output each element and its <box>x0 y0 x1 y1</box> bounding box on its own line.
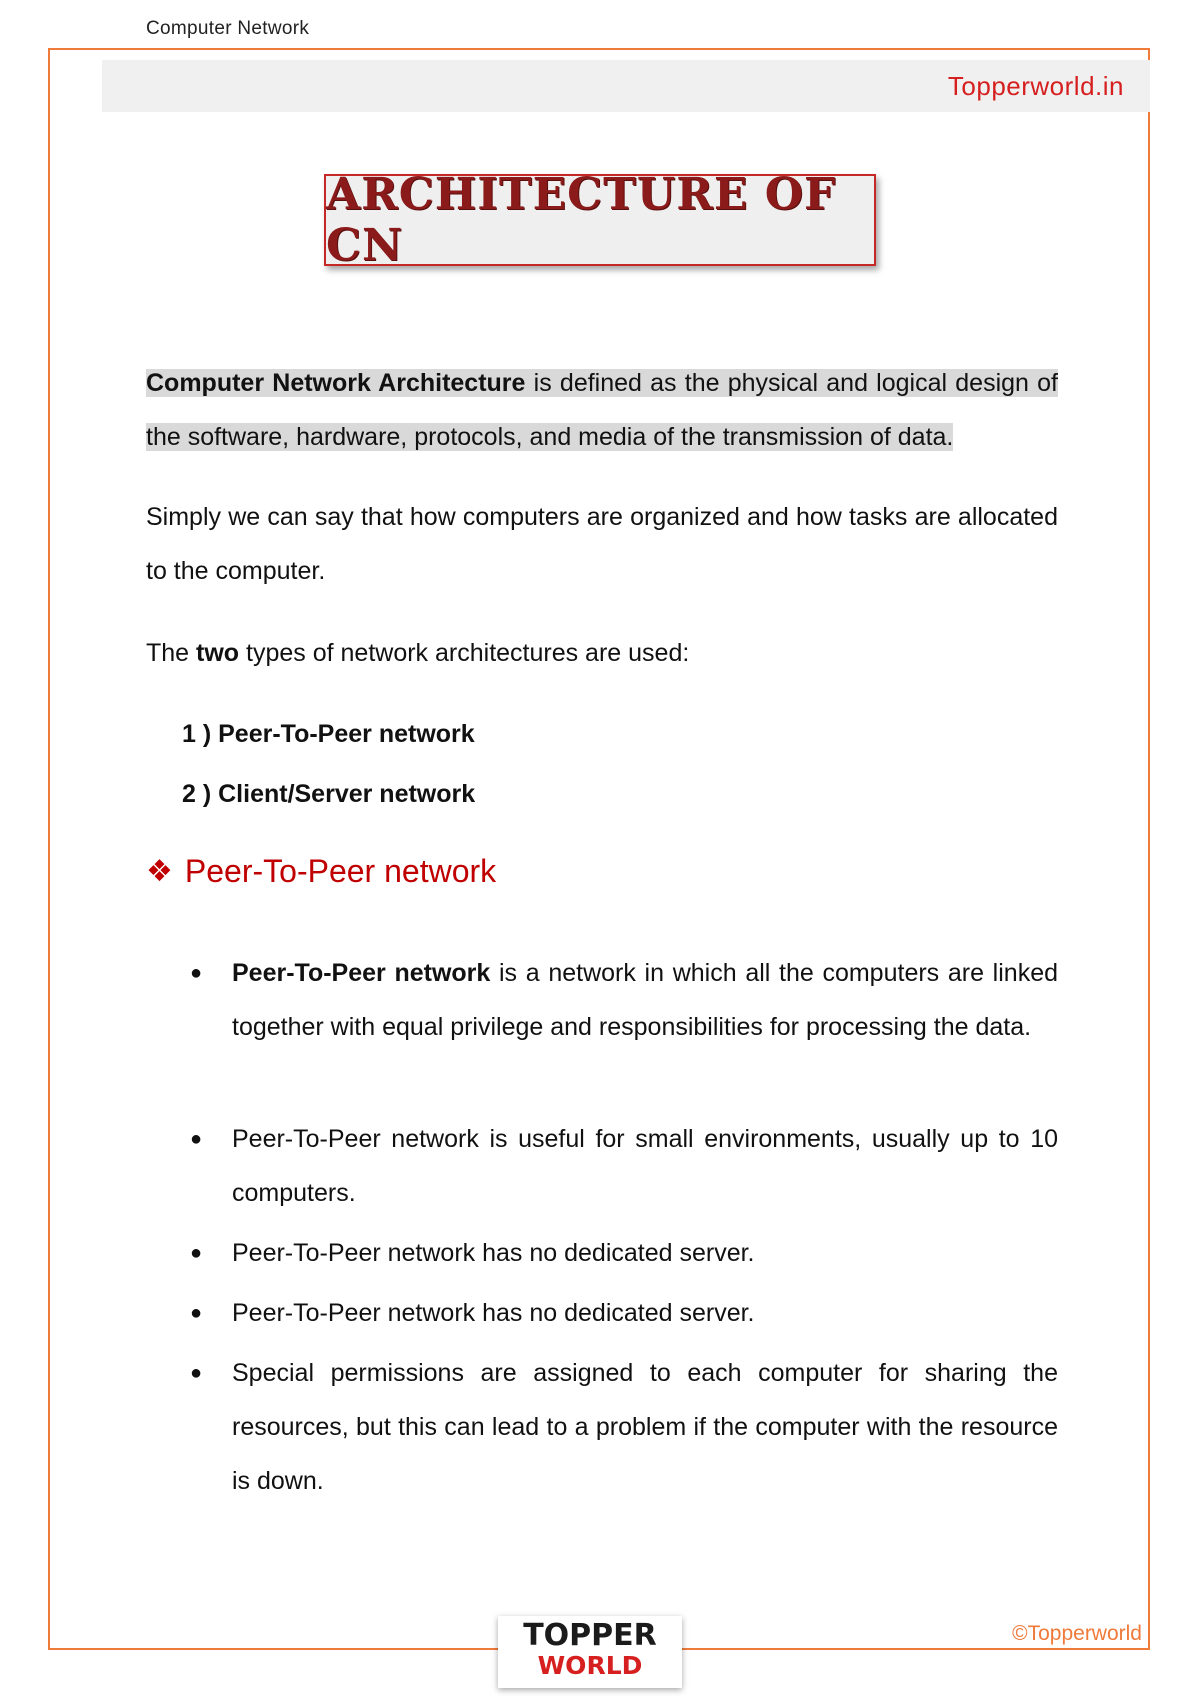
types-intro-bold: two <box>196 639 240 667</box>
brand-link[interactable]: Topperworld.in <box>947 71 1124 101</box>
type-item-peer: 1 ) Peer-To-Peer network <box>182 720 475 748</box>
intro-definition: is defined as the physical and logical design of the software, hardware, protocols, and media of the transmission of data. <box>146 369 1058 451</box>
types-intro-post: types of network architectures are used: <box>239 639 690 667</box>
list-item-text: Peer-To-Peer network has no dedicated server. <box>232 1299 755 1327</box>
brand-bar <box>102 60 1150 112</box>
logo-bottom-text: WORLD <box>537 1651 643 1680</box>
type-item-client-server: 2 ) Client/Server network <box>182 780 476 808</box>
list-item-text <box>232 946 1058 1054</box>
intro-term: Computer Network Architecture <box>146 369 526 397</box>
types-intro <box>146 626 1058 680</box>
topperworld-logo <box>498 1616 682 1688</box>
bullet-icon: ● <box>190 1242 203 1264</box>
logo-top-text: TOPPER <box>523 1618 657 1653</box>
section-heading <box>146 853 496 890</box>
copyright-text: ©Topperworld <box>1012 1622 1142 1645</box>
diamond-star-icon: ❖ <box>146 855 173 888</box>
bullet-icon: ● <box>190 962 203 984</box>
running-header: Computer Network <box>146 18 310 39</box>
list-item-bold: Peer-To-Peer network <box>232 959 491 987</box>
list-item-text: Peer-To-Peer network is useful for small environments, usually up to 10 computers. <box>232 1125 1058 1207</box>
intro-paragraph <box>146 356 1058 464</box>
bullet-icon: ● <box>190 1302 203 1324</box>
bullet-icon: ● <box>190 1362 203 1384</box>
intro-highlight <box>146 369 1058 451</box>
page-title: ARCHITECTURE OF CN <box>326 169 837 271</box>
list-item-text: Peer-To-Peer network has no dedicated server. <box>232 1239 755 1267</box>
simply-paragraph: Simply we can say that how computers are organized and how tasks are allocated to the computer. <box>146 503 1058 585</box>
title-box <box>324 169 876 271</box>
section-heading-text: Peer-To-Peer network <box>184 853 497 889</box>
list-item-text: Special permissions are assigned to each computer for sharing the resources, but this can lead to a problem if the computer with the resource is down. <box>232 1359 1058 1495</box>
bullet-icon: ● <box>190 1128 203 1150</box>
types-intro-pre: The <box>146 639 197 667</box>
list-item-body: is a network in which all the computers are linked together with equal privilege and responsibilities for processing the data. <box>232 959 1058 1041</box>
